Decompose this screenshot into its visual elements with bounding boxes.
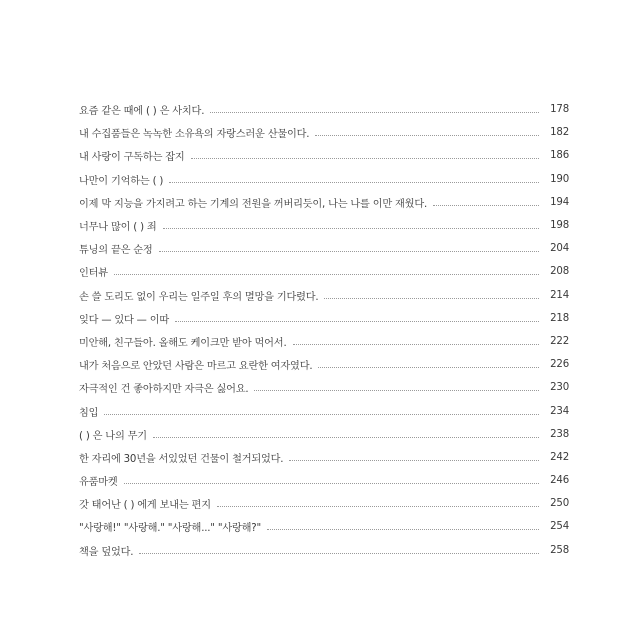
toc-dot-leader xyxy=(163,227,539,229)
toc-entry[interactable] xyxy=(79,191,569,214)
toc-entry[interactable] xyxy=(79,330,569,353)
toc-entry-title: 내 수집품들은 녹녹한 소유욕의 자랑스러운 산물이다. xyxy=(79,129,310,141)
toc-entry-page: 258 xyxy=(550,544,569,556)
toc-dot-leader xyxy=(254,389,539,391)
toc-entry-title: 튜닝의 끝은 순정 xyxy=(79,245,153,257)
toc-dot-leader xyxy=(104,413,539,415)
toc-entry-page: 190 xyxy=(550,173,569,185)
toc-entry-title: 나만이 기억하는 ( ) xyxy=(79,175,164,187)
toc-dot-leader xyxy=(139,552,539,554)
toc-entry-page: 194 xyxy=(550,196,569,208)
toc-entry-page: 182 xyxy=(550,127,569,139)
toc-dot-leader xyxy=(169,181,539,183)
toc-entry[interactable] xyxy=(79,539,569,562)
toc-entry-page: 218 xyxy=(550,312,569,324)
toc-entry[interactable] xyxy=(79,237,569,260)
toc-entry[interactable] xyxy=(79,423,569,446)
toc-dot-leader xyxy=(293,343,540,345)
toc-entry-page: 226 xyxy=(550,359,569,371)
toc-entry[interactable] xyxy=(79,492,569,515)
toc-entry[interactable] xyxy=(79,469,569,492)
toc-entry-page: 250 xyxy=(550,498,569,510)
toc-entry-page: 254 xyxy=(550,521,569,533)
toc-entry-title: 유품마켓 xyxy=(79,477,118,489)
toc-entry[interactable] xyxy=(79,307,569,330)
toc-dot-leader xyxy=(114,273,539,275)
toc-dot-leader xyxy=(210,111,539,113)
toc-entry-page: 178 xyxy=(550,104,569,116)
toc-dot-leader xyxy=(217,505,539,507)
toc-entry[interactable] xyxy=(79,98,569,121)
toc-entry-page: 222 xyxy=(550,335,569,347)
toc-dot-leader xyxy=(159,250,539,252)
toc-entry[interactable] xyxy=(79,515,569,538)
toc-entry-title: 자극적인 건 좋아하지만 자극은 싫어요. xyxy=(79,384,249,396)
toc-entry-page: 198 xyxy=(550,220,569,232)
toc-dot-leader xyxy=(315,134,539,136)
toc-entry[interactable] xyxy=(79,260,569,283)
toc-entry[interactable] xyxy=(79,376,569,399)
toc-entry-page: 214 xyxy=(550,289,569,301)
toc-entry[interactable] xyxy=(79,144,569,167)
toc-entry-page: 186 xyxy=(550,150,569,162)
toc-dot-leader xyxy=(267,528,539,530)
toc-entry[interactable] xyxy=(79,399,569,422)
table-of-contents xyxy=(79,98,569,562)
toc-dot-leader xyxy=(433,204,539,206)
toc-dot-leader xyxy=(175,320,539,322)
toc-dot-leader xyxy=(124,482,539,484)
toc-entry-page: 204 xyxy=(550,243,569,255)
toc-entry-title: ( ) 은 나의 무기 xyxy=(79,430,147,442)
toc-entry-page: 234 xyxy=(550,405,569,417)
toc-entry-title: 책을 덮었다. xyxy=(79,546,134,558)
toc-entry-title: 요즘 같은 때에 ( ) 은 사치다. xyxy=(79,106,205,118)
toc-entry-page: 238 xyxy=(550,428,569,440)
toc-entry-title: 한 자리에 30년을 서있었던 건물이 철거되었다. xyxy=(79,453,284,465)
toc-entry-title: "사랑해!" "사랑해." "사랑해..." "사랑해?" xyxy=(79,523,261,535)
toc-entry[interactable] xyxy=(79,446,569,469)
toc-entry[interactable] xyxy=(79,353,569,376)
toc-entry-title: 잊다 — 있다 — 이따 xyxy=(79,314,169,326)
toc-dot-leader xyxy=(191,157,539,159)
toc-entry-title: 내 사랑이 구독하는 잡지 xyxy=(79,152,185,164)
toc-entry-title: 이제 막 지능을 가지려고 하는 기계의 전원을 꺼버리듯이, 나는 나를 이만 재웠다. xyxy=(79,198,428,210)
toc-entry[interactable] xyxy=(79,214,569,237)
toc-entry[interactable] xyxy=(79,121,569,144)
toc-entry-page: 230 xyxy=(550,382,569,394)
toc-entry-page: 246 xyxy=(550,475,569,487)
toc-entry-title: 너무나 많이 ( ) 죄 xyxy=(79,222,157,234)
toc-entry[interactable] xyxy=(79,168,569,191)
toc-dot-leader xyxy=(324,297,539,299)
toc-entry-title: 미안해, 친구들아. 올해도 케이크만 받아 먹어서. xyxy=(79,337,287,349)
toc-entry-title: 내가 처음으로 안았던 사람은 마르고 요란한 여자였다. xyxy=(79,361,313,373)
toc-dot-leader xyxy=(153,436,539,438)
toc-entry-title: 인터뷰 xyxy=(79,268,108,280)
toc-dot-leader xyxy=(289,459,539,461)
toc-entry-title: 침입 xyxy=(79,407,99,419)
toc-entry[interactable] xyxy=(79,284,569,307)
toc-dot-leader xyxy=(318,366,539,368)
toc-entry-title: 갓 태어난 ( ) 에게 보내는 편지 xyxy=(79,500,211,512)
toc-entry-page: 242 xyxy=(550,451,569,463)
toc-entry-title: 손 쓸 도리도 없이 우리는 일주일 후의 멸망을 기다렸다. xyxy=(79,291,319,303)
toc-entry-page: 208 xyxy=(550,266,569,278)
